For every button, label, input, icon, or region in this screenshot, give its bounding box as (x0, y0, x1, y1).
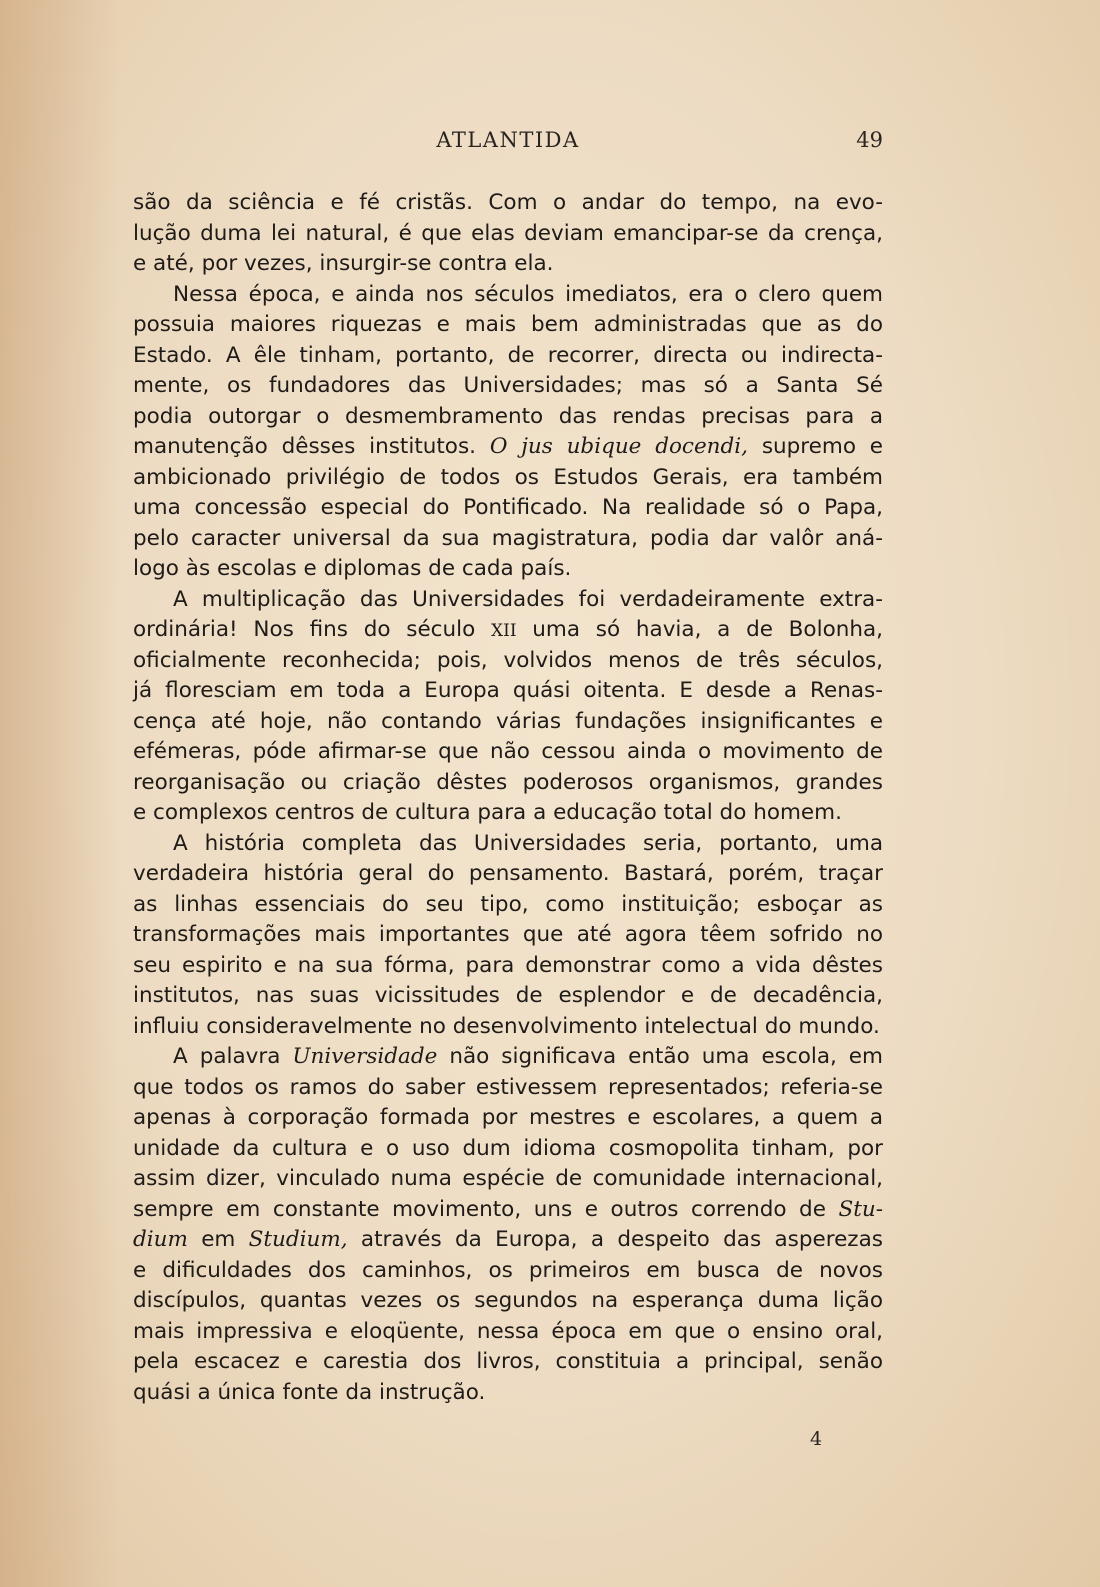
italic-word: Studium, (248, 1227, 348, 1252)
text-line: mais impressiva e eloqüente, nessa época em que o ensino oral, (133, 1318, 883, 1344)
text-line: A história completa das Universidades seria, portanto, uma (173, 830, 883, 856)
text-line: lução duma lei natural, é que elas deviam emancipar-se da crença, (133, 220, 883, 246)
text-line: influiu consideravelmente no desenvolvimento intelectual do mundo. (133, 1013, 880, 1039)
text-line (133, 1042, 883, 1073)
text-segment: A palavra (173, 1044, 281, 1069)
text-segment: supremo e (761, 434, 884, 459)
text-line: que todos os ramos do saber estivessem representados; referia-se (133, 1074, 883, 1100)
text-line: logo às escolas e diplomas de cada país. (133, 556, 572, 581)
text-line (133, 615, 883, 646)
text-segment: em (201, 1227, 236, 1252)
text-line: uma concessão especial do Pontificado. Na realidade só o Papa, (133, 495, 883, 520)
body-text (133, 188, 883, 1408)
text-line: ambicionado privilégio de todos os Estudos Gerais, era também (133, 464, 883, 490)
text-line: verdadeira história geral do pensamento. Bastará, porém, traçar (133, 861, 883, 886)
text-line: oficialmente reconhecida; pois, volvidos menos de três séculos, (133, 647, 883, 673)
running-title: ATLANTIDA (436, 128, 580, 152)
italic-word: Universidade (292, 1044, 438, 1069)
text-segment: através da Europa, a despeito das asperezas (360, 1227, 883, 1252)
text-line: pela escacez e carestia dos livros, constituia a principal, senão (133, 1349, 883, 1374)
text-line: seu espirito e na sua fórma, para demonstrar como a vida dêstes (133, 952, 883, 978)
text-line: assim dizer, vinculado numa espécie de comunidade internacional, (133, 1166, 883, 1191)
page-edge-stain (0, 0, 120, 1587)
text-line: discípulos, quantas vezes os segundos na esperança duma lição (133, 1288, 883, 1313)
italic-word: dium (133, 1227, 188, 1252)
text-segment: não significava então uma escola, em (449, 1044, 883, 1069)
roman-numeral: XII (491, 621, 517, 641)
text-line: efémeras, póde afirmar-se que não cessou ainda o movimento de (133, 739, 883, 764)
text-line: pelo caracter universal da sua magistratura, podia dar valôr aná- (133, 525, 883, 551)
text-line: Nessa época, e ainda nos séculos imediatos, era o clero quem (173, 281, 883, 307)
text-segment: uma só havia, a de Bolonha, (532, 617, 883, 642)
text-line: cença até hoje, não contando várias fundações insignificantes e (133, 708, 883, 734)
italic-word: Stu- (838, 1196, 883, 1222)
text-line: e complexos centros de cultura para a educação total do homem. (133, 800, 842, 825)
signature-mark: 4 (810, 1428, 823, 1450)
text-line: A multiplicação das Universidades foi verdadeiramente extra- (173, 586, 883, 612)
text-line: e dificuldades dos caminhos, os primeiros em busca de novos (133, 1257, 883, 1283)
text-line: apenas à corporação formada por mestres e escolares, a quem a (133, 1105, 883, 1130)
text-line: já floresciam em toda a Europa quási oitenta. E desde a Renas- (133, 678, 883, 703)
text-line: podia outorgar o desmembramento das rendas precisas para a (133, 403, 883, 429)
text-line: institutos, nas suas vicissitudes de esplendor e de decadência, (133, 983, 883, 1008)
italic-phrase: O jus ubique docendi, (489, 434, 748, 459)
text-line: transformações mais importantes que até agora têem sofrido no (133, 922, 883, 947)
text-segment: ordinária! Nos fins do século (133, 617, 476, 642)
text-line: mente, os fundadores das Universidades; mas só a Santa Sé (133, 373, 883, 398)
page-number: 49 (856, 128, 883, 152)
text-segment: manutenção dêsses institutos. (133, 434, 476, 459)
text-line: e até, por vezes, insurgir-se contra ela. (133, 251, 554, 276)
text-line: quási a única fonte da instrução. (133, 1379, 486, 1405)
text-segment: sempre em constante movimento, uns e outros correndo de (133, 1196, 826, 1222)
text-line (133, 432, 883, 463)
text-line: Estado. A êle tinham, portanto, de recorrer, directa ou indirecta- (133, 342, 883, 368)
text-line: possuia maiores riquezas e mais bem administradas que as do (133, 312, 883, 337)
text-line: unidade da cultura e o uso dum idioma cosmopolita tinham, por (133, 1135, 883, 1161)
text-line: são da sciência e fé cristãs. Com o andar do tempo, na evo- (133, 190, 883, 215)
text-line (133, 1225, 883, 1256)
text-line (133, 1195, 883, 1226)
text-line: as linhas essenciais do seu tipo, como instituição; esboçar as (133, 891, 883, 917)
page-header (133, 128, 883, 158)
text-line: reorganisação ou criação dêstes poderosos organismos, grandes (133, 769, 883, 795)
